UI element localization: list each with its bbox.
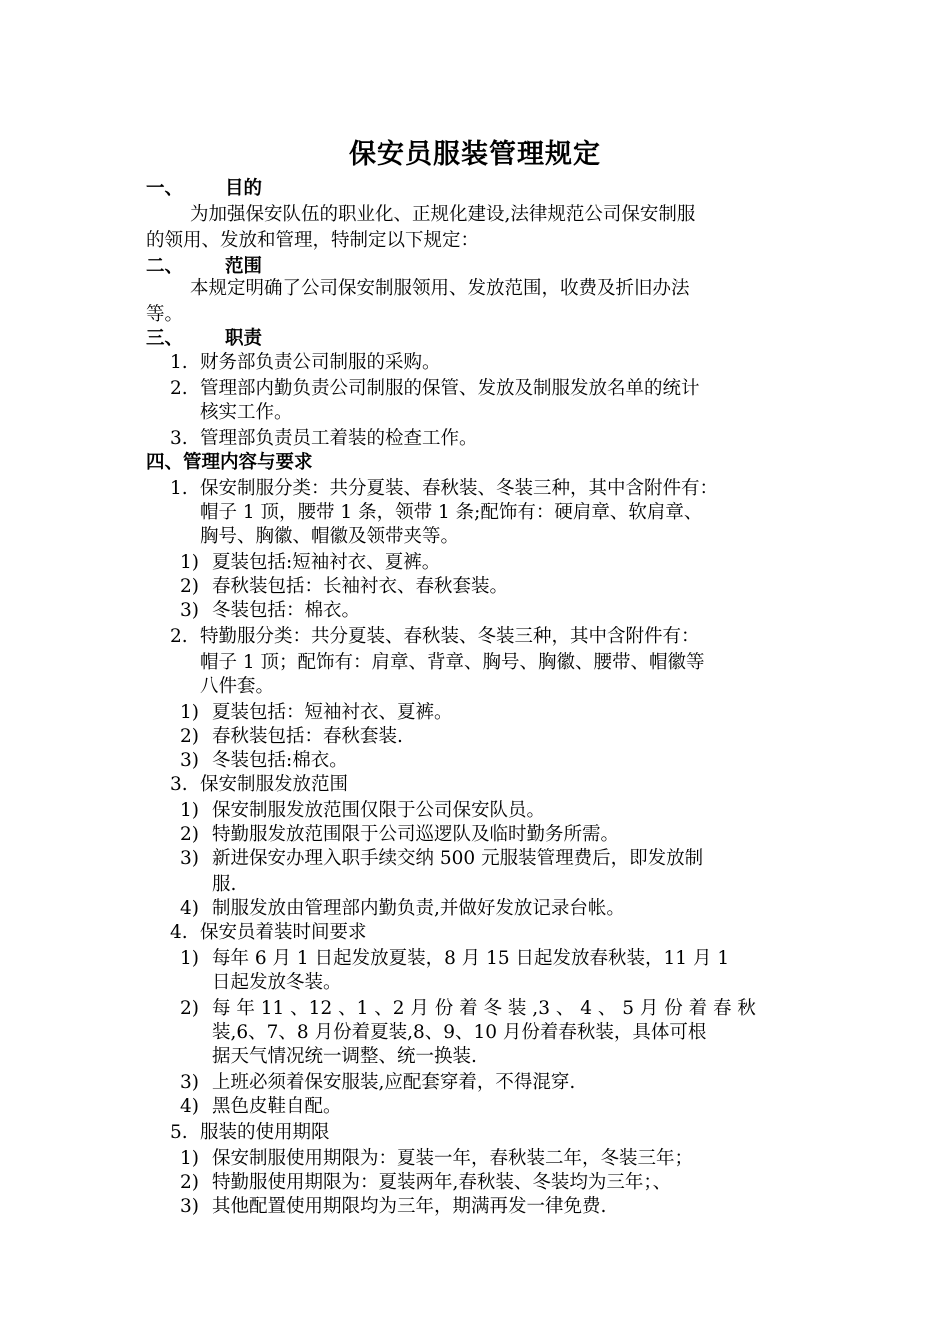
list-item: 2. 管理部内勤负责公司制服的保管、发放及制服发放名单的统计 — [170, 378, 700, 399]
list-item: 1. 保安制服分类：共分夏装、春秋装、冬装三种，其中含附件有： — [170, 478, 719, 499]
sub-item: 4) 黑色皮鞋自配。 — [180, 1096, 342, 1117]
section-number: 一、 — [146, 178, 184, 199]
sub-item: 3) 新进保安办理入职手续交纳 500 元服装管理费后，即发放制 — [180, 848, 704, 869]
sub-item: 2) 春秋装包括：春秋套装. — [180, 726, 403, 747]
section-heading-4 — [146, 450, 313, 476]
list-item: 3. 保安制服发放范围 — [170, 774, 349, 795]
sub-item: 1) 保安制服使用期限为：夏装一年，春秋装二年，冬装三年； — [180, 1148, 694, 1169]
list-item-cont: 帽子 1 顶，腰带 1 条，领带 1 条;配饰有：硬肩章、软肩章、 — [200, 502, 703, 523]
sub-item: 1) 每年 6 月 1 日起发放夏装，8 月 15 日起发放春秋装，11 月 1 — [180, 948, 730, 969]
sub-item: 3) 上班必须着保安服装,应配套穿着，不得混穿. — [180, 1072, 576, 1093]
sub-item: 1) 保安制服发放范围仅限于公司保安队员。 — [180, 800, 546, 821]
section-number: 四、 — [146, 452, 184, 473]
document-title: 保安员服装管理规定 — [349, 139, 601, 170]
sub-item: 3) 冬装包括：棉衣。 — [180, 600, 361, 621]
section-title: 管理内容与要求 — [183, 452, 313, 473]
section-number: 三、 — [146, 328, 184, 349]
sub-item: 4) 制服发放由管理部内勤负责,并做好发放记录台帐。 — [180, 898, 625, 919]
list-item: 4. 保安员着装时间要求 — [170, 922, 367, 943]
list-item-cont: 帽子 1 顶；配饰有：肩章、背章、胸号、胸徽、腰带、帽徽等 — [200, 652, 705, 673]
list-item: 2. 特勤服分类：共分夏装、春秋装、冬装三种，其中含附件有： — [170, 626, 700, 647]
section-title: 范围 — [225, 256, 263, 277]
paragraph-line: 为加强保安队伍的职业化、正规化建设,法律规范公司保安制服 — [190, 204, 696, 225]
list-item: 5. 服装的使用期限 — [170, 1122, 330, 1143]
sub-item: 2) 春秋装包括：长袖衬衣、春秋套装。 — [180, 576, 509, 597]
sub-item: 2) 特勤服使用期限为：夏装两年,春秋装、冬装均为三年；、 — [180, 1172, 672, 1193]
sub-item-cont: 据天气情况统一调整、统一换装. — [212, 1046, 477, 1067]
section-title: 职责 — [225, 328, 263, 349]
section-title: 目的 — [225, 178, 263, 199]
list-item-cont: 核实工作。 — [200, 402, 293, 423]
paragraph-line: 的领用、发放和管理，特制定以下规定： — [146, 230, 480, 251]
list-item: 1. 财务部负责公司制服的采购。 — [170, 352, 441, 373]
sub-item: 1) 夏装包括：短袖衬衣、夏裤。 — [180, 702, 453, 723]
section-heading-3 — [146, 326, 262, 352]
section-number: 二、 — [146, 256, 184, 277]
paragraph-line: 本规定明确了公司保安制服领用、发放范围，收费及折旧办法 — [190, 278, 690, 299]
paragraph-line: 等。 — [146, 304, 184, 325]
sub-item: 3) 冬装包括:棉衣。 — [180, 750, 348, 771]
list-item-cont: 胸号、胸徽、帽徽及领带夹等。 — [200, 526, 460, 547]
sub-item-cont: 服. — [212, 874, 237, 895]
sub-item-cont: 日起发放冬装。 — [212, 972, 342, 993]
sub-item: 2) 特勤服发放范围限于公司巡逻队及临时勤务所需。 — [180, 824, 620, 845]
sub-item: 1) 夏装包括:短袖衬衣、夏裤。 — [180, 552, 441, 573]
sub-item: 3) 其他配置使用期限均为三年，期满再发一律免费. — [180, 1196, 607, 1217]
list-item: 3. 管理部负责员工着装的检查工作。 — [170, 428, 478, 449]
sub-item: 2) 每 年 11 、12 、1 、2 月 份 着 冬 装 ,3 、 4 、 5 月 份 着 春 秋 — [180, 998, 756, 1019]
list-item-cont: 八件套。 — [200, 676, 275, 697]
section-heading-1 — [146, 176, 262, 202]
sub-item-cont: 装,6、7、8 月份着夏装,8、9、10 月份着春秋装，具体可根 — [212, 1022, 707, 1043]
